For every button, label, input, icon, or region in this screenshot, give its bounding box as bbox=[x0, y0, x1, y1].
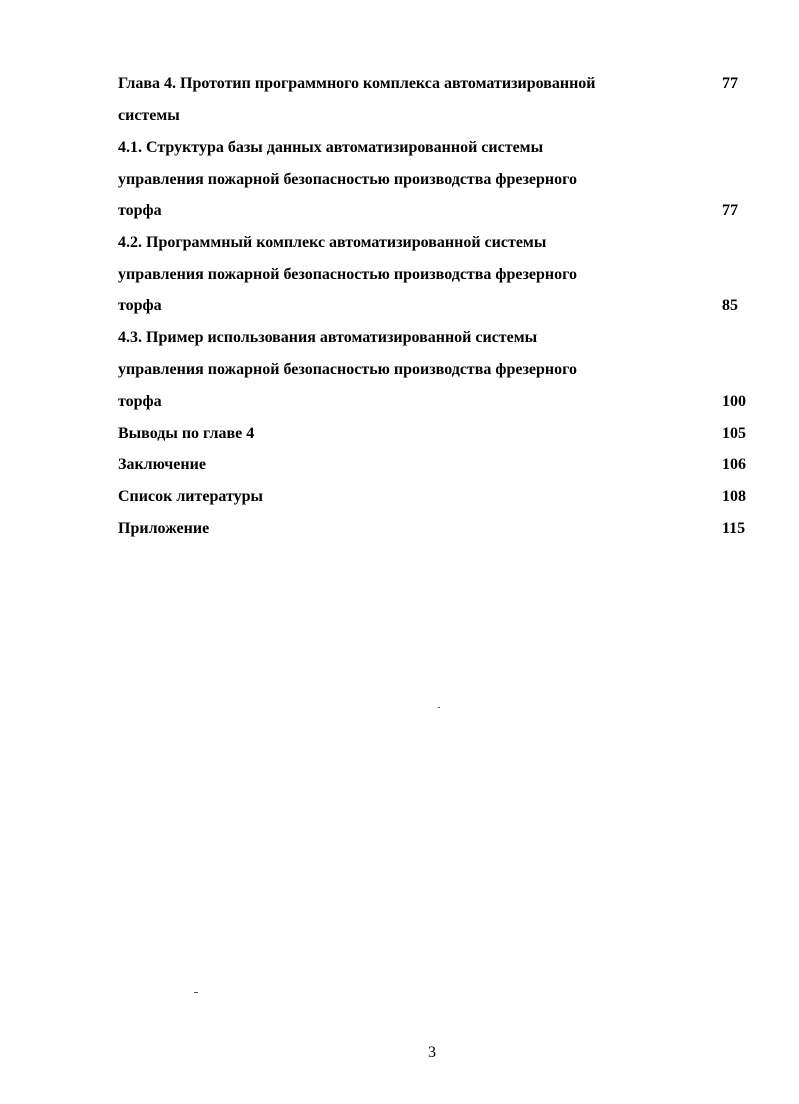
scan-speck bbox=[194, 992, 198, 993]
toc-entry-references: Список литературы bbox=[118, 488, 263, 505]
toc-entry-4-3-line1: 4.3. Пример использования автоматизированной системы bbox=[118, 329, 538, 346]
toc-entry-conclusion: Заключение bbox=[118, 456, 206, 473]
toc-entry-4-3-line3: торфа bbox=[118, 393, 162, 410]
toc-entry-4-1-line1: 4.1. Структура базы данных автоматизированной системы bbox=[118, 139, 544, 156]
page-number: 3 bbox=[428, 1044, 436, 1061]
toc-page-4-1: 77 bbox=[722, 202, 738, 219]
toc-entry-chapter4-line2: системы bbox=[118, 107, 180, 124]
toc-entry-appendix: Приложение bbox=[118, 520, 210, 537]
toc-entry-4-3-line2: управления пожарной безопасностью производства фрезерного bbox=[118, 361, 578, 378]
toc-entry-4-2-line1: 4.2. Программный комплекс автоматизированной системы bbox=[118, 234, 547, 251]
toc-page-appendix: 115 bbox=[722, 520, 746, 537]
toc-page-conclusions-ch4: 105 bbox=[722, 425, 746, 442]
toc-entry-chapter4-line1: Глава 4. Прототип программного комплекса автоматизированной bbox=[118, 75, 596, 92]
scan-speck bbox=[438, 707, 440, 708]
toc-page-4-2: 85 bbox=[722, 297, 738, 314]
toc-entry-4-2-line2: управления пожарной безопасностью производства фрезерного bbox=[118, 266, 578, 283]
toc-entry-4-2-line3: торфа bbox=[118, 297, 162, 314]
toc-page-4-3: 100 bbox=[722, 393, 746, 410]
toc-page-chapter4: 77 bbox=[722, 75, 738, 92]
toc-entry-4-1-line2: управления пожарной безопасностью производства фрезерного bbox=[118, 171, 578, 188]
toc-page-conclusion: 106 bbox=[722, 456, 746, 473]
toc-entry-4-1-line3: торфа bbox=[118, 202, 162, 219]
toc-page-references: 108 bbox=[722, 488, 746, 505]
toc-entry-conclusions-ch4: Выводы по главе 4 bbox=[118, 425, 255, 442]
